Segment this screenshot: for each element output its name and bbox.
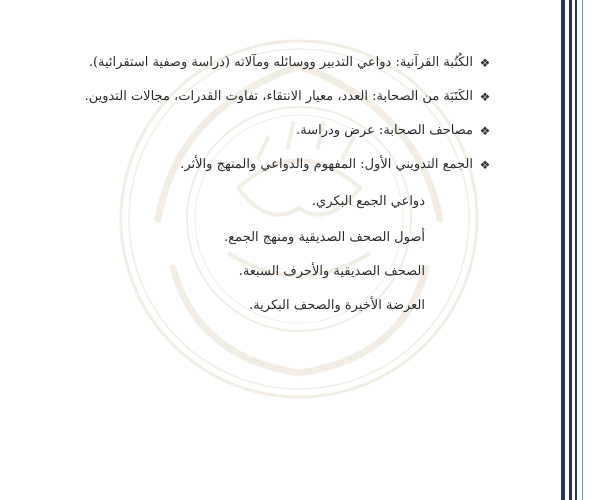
- list-item: [180, 157, 491, 173]
- list-item: [89, 55, 491, 71]
- list-item-text: الجمع التدويني الأول: المفهوم والدواعي والمنهج والأثر.: [180, 157, 473, 172]
- sub-list-item: الصحف الصديقية والأحرف السبعة.: [238, 264, 425, 279]
- list-item-text: الكُتُبة القرآنية: دواعي التدبير ووسائله ومآلاته (دراسة وصفية استقرائية).: [88, 55, 473, 70]
- diamond-bullet-icon: ❖: [479, 90, 491, 104]
- sub-list-item: أصول الصحف الصديقية ومنهج الجمع.: [224, 230, 425, 245]
- diamond-bullet-icon: ❖: [479, 124, 491, 138]
- diamond-bullet-icon: ❖: [479, 56, 491, 70]
- list-item-text: الكَتَبَة من الصحابة: العدد، معيار الانتقاء، تفاوت القدرات، مجالات التدوين.: [84, 89, 473, 104]
- sub-list-item: دواعي الجمع البكري.: [311, 194, 425, 209]
- list-item-text: مصاحف الصحابة: عرض ودراسة.: [296, 123, 473, 138]
- diamond-bullet-icon: ❖: [479, 158, 491, 172]
- list-item: [85, 89, 491, 105]
- list-item: [296, 123, 491, 139]
- sub-list-item: العرضة الأخيرة والصحف البكرية.: [249, 298, 425, 313]
